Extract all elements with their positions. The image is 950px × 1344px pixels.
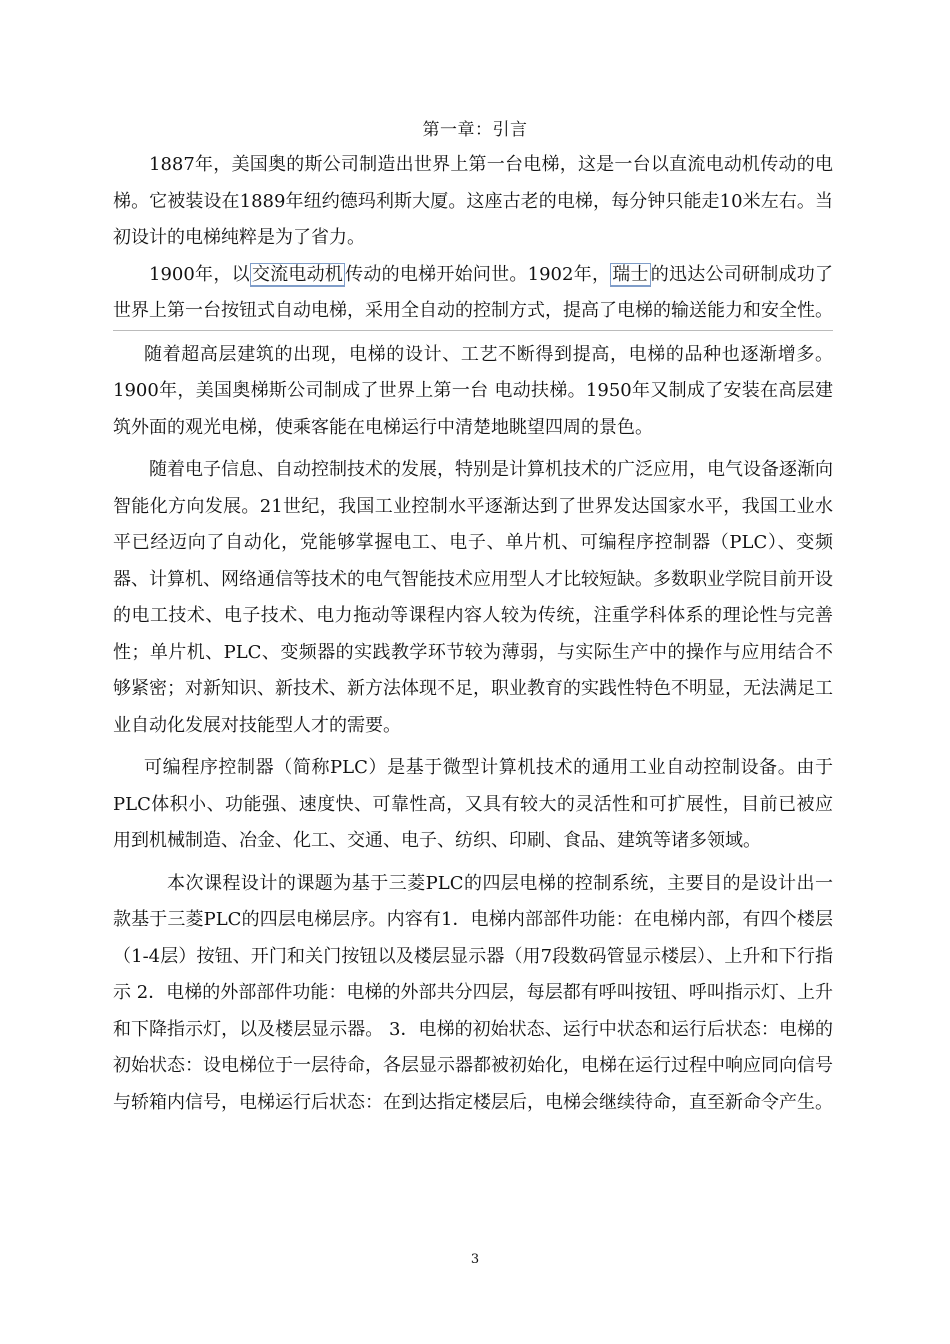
document-body [113, 147, 833, 1121]
paragraph-ac-motor-elevator [113, 257, 833, 331]
paragraph-text: 1900年，以 [149, 263, 250, 285]
chapter-title: 第一章：引言 [422, 120, 528, 140]
paragraph-automation: 随着电子信息、自动控制技术的发展，特别是计算机技术的广泛应用，电气设备逐渐向智能化方向发展。21世纪，我国工业控制水平逐渐达到了世界发达国家水平，我国工业水平已经迈向了自动化，党能够掌握电工、电子、单片机、可编程序控制器（PLC）、变频器、计算机、网络通信等技术的电气智能技术应用型人才比较短缺。多数职业学院目前开设的电工技术、电子技术、电力拖动等课程内容人较为传统，注重学科体系的理论性与完善性；单片机、PLC、变频器的实践教学环节较为薄弱，与实际生产中的操作与应用结合不够紧密；对新知识、新技术、新方法体现不足，职业教育的实践性特色不明显，无法满足工业自动化发展对技能型人才的需要。 [113, 459, 833, 736]
paragraph-text: 传动的电梯开始问世。1902年， [345, 263, 611, 285]
page-number: 3 [470, 1252, 480, 1267]
paragraph-text: 的迅达公司研制成功了世界上第一台按钮式自动电梯，采用全自动的控制方式，提高了电梯的输送能力和安全性。 [113, 263, 834, 321]
hyperlink-ac-motor[interactable]: 交流电动机 [251, 263, 344, 285]
paragraph-plc-intro: 可编程序控制器（简称PLC）是基于微型计算机技术的通用工业自动控制设备。由于PLC体积小、功能强、速度快、可靠性高，又具有较大的灵活性和可扩展性，目前已被应用到机械制造、冶金、化工、交通、电子、纺织、印刷、食品、建筑等诸多领域。 [113, 757, 833, 851]
paragraph-course-design: 本次课程设计的课题为基于三菱PLC的四层电梯的控制系统，主要目的是设计出一款基于三菱PLC的四层电梯层序。内容有1．电梯内部部件功能：在电梯内部，有四个楼层（1-4层）按钮、开门和关门按钮以及楼层显示器（用7段数码管显示楼层）、上升和下行指示 2．电梯的外部部件功能：电梯的外部共分四层，每层都有呼叫按钮、呼叫指示灯、上升和下降指示灯，以及楼层显示器。 3．电梯的初始状态、运行中状态和运行后状态：电梯的初始状态：设电梯位于一层待命，各层显示器都被初始化，电梯在运行过程中响应同向信号与轿箱内信号，电梯运行后状态：在到达指定楼层后，电梯会继续待命，直至新命令产生。 [113, 872, 833, 1113]
paragraph-history-otis: 1887年，美国奥的斯公司制造出世界上第一台电梯，这是一台以直流电动机传动的电梯。它被装设在1889年纽约德玛利斯大厦。这座古老的电梯，每分钟只能走10米左右。当初设计的电梯纯粹是为了省力。 [113, 154, 833, 248]
paragraph-high-rise: 随着超高层建筑的出现，电梯的设计、工艺不断得到提高，电梯的品种也逐渐增多。1900年，美国奥梯斯公司制成了世界上第一台 电动扶梯。1950年又制成了安装在高层建筑外面的观光电梯，使乘客能在电梯运行中清楚地眺望四周的景色。 [113, 343, 833, 438]
hyperlink-switzerland[interactable]: 瑞士 [612, 263, 649, 285]
